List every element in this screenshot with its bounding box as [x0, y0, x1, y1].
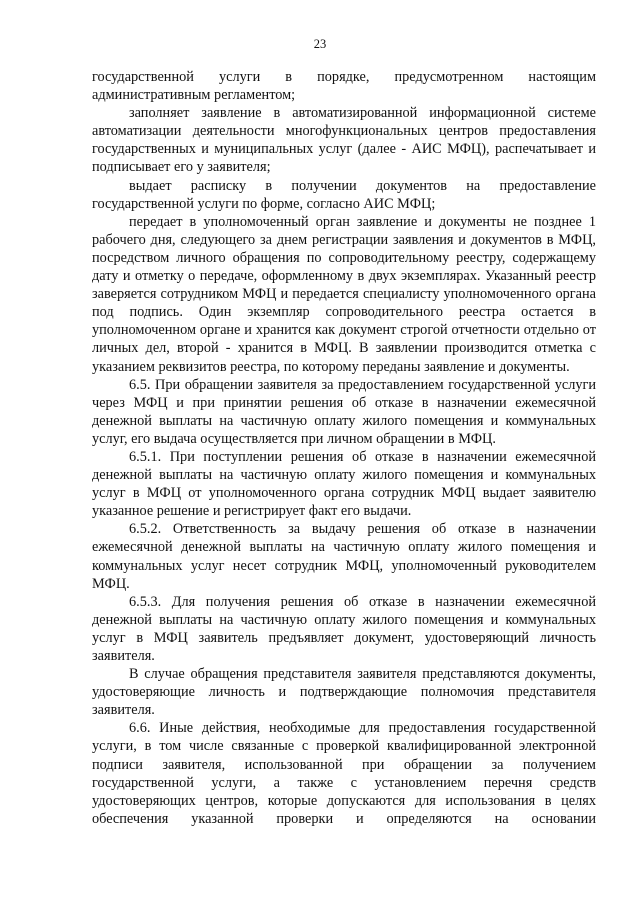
paragraph-continuation: государственной услуги в порядке, предусмотренном настоящим административным регламентом;: [92, 69, 596, 104]
page-number: 23: [313, 37, 327, 51]
paragraph-representative: В случае обращения представителя заявителя представляются документы, удостоверяющие личность и подтверждающие полномочия представителя заявителя.: [92, 666, 596, 719]
paragraph-transfer-documents: передает в уполномоченный орган заявление и документы не позднее 1 рабочего дня, следующего за днем регистрации заявления и документов в МФЦ, посредством личного обращения по сопроводительному реестру, содержащему дату и отметку о передаче, оформленному в двух экземплярах. Указанный реестр заверяется сотрудником МФЦ и передается специалисту уполномоченного органа под подпись. Один экземпляр сопроводительного реестра остается в уполномоченном органе и хранится как документ строгой отчетности отдельно от личных дел, второй - хранится в МФЦ. В заявлении производится отметка с указанием реквизитов реестра, по которому переданы заявление и документы.: [92, 213, 596, 375]
paragraph-6-5-3: 6.5.3. Для получения решения об отказе в назначении ежемесячной денежной выплаты на частичную оплату жилого помещения и коммунальных услуг в МФЦ заявитель предъявляет документ, удостоверяющий личность заявителя.: [92, 593, 596, 664]
paragraph-6-5-2: 6.5.2. Ответственность за выдачу решения об отказе в назначении ежемесячной денежной выплаты на частичную оплату жилого помещения и коммунальных услуг несет сотрудник МФЦ, уполномоченный руководителем МФЦ.: [92, 521, 596, 592]
paragraph-6-5: 6.5. При обращении заявителя за предоставлением государственной услуги через МФЦ и при принятии решения об отказе в назначении ежемесячной денежной выплаты на частичную оплату жилого помещения и коммунальных услуг, его выдача осуществляется при личном обращении в МФЦ.: [92, 376, 596, 447]
paragraph-6-6: 6.6. Иные действия, необходимые для предоставления государственной услуги, в том числе связанные с проверкой квалифицированной электронной подписи заявителя, использованной при обращении за получением государственной услуги, а также с установлением перечня средств удостоверяющих центров, которые допускаются для использования в целях обеспечения указанной проверки и определяются на основании: [92, 720, 596, 827]
paragraph-6-5-1: 6.5.1. При поступлении решения об отказе в назначении ежемесячной денежной выплаты на частичную оплату жилого помещения и коммунальных услуг в МФЦ от уполномоченного органа сотрудник МФЦ выдает заявителю указанное решение и регистрирует факт его выдачи.: [92, 448, 596, 520]
paragraph-fill-application: заполняет заявление в автоматизированной информационной системе автоматизации деятельности многофункциональных центров предоставления государственных и муниципальных услуг (далее - АИС МФЦ), распечатывает и подписывает его у заявителя;: [92, 105, 596, 176]
paragraph-issue-receipt: выдает расписку в получении документов на предоставление государственной услуги по форме, согласно АИС МФЦ;: [92, 177, 596, 212]
document-body: [92, 68, 596, 828]
